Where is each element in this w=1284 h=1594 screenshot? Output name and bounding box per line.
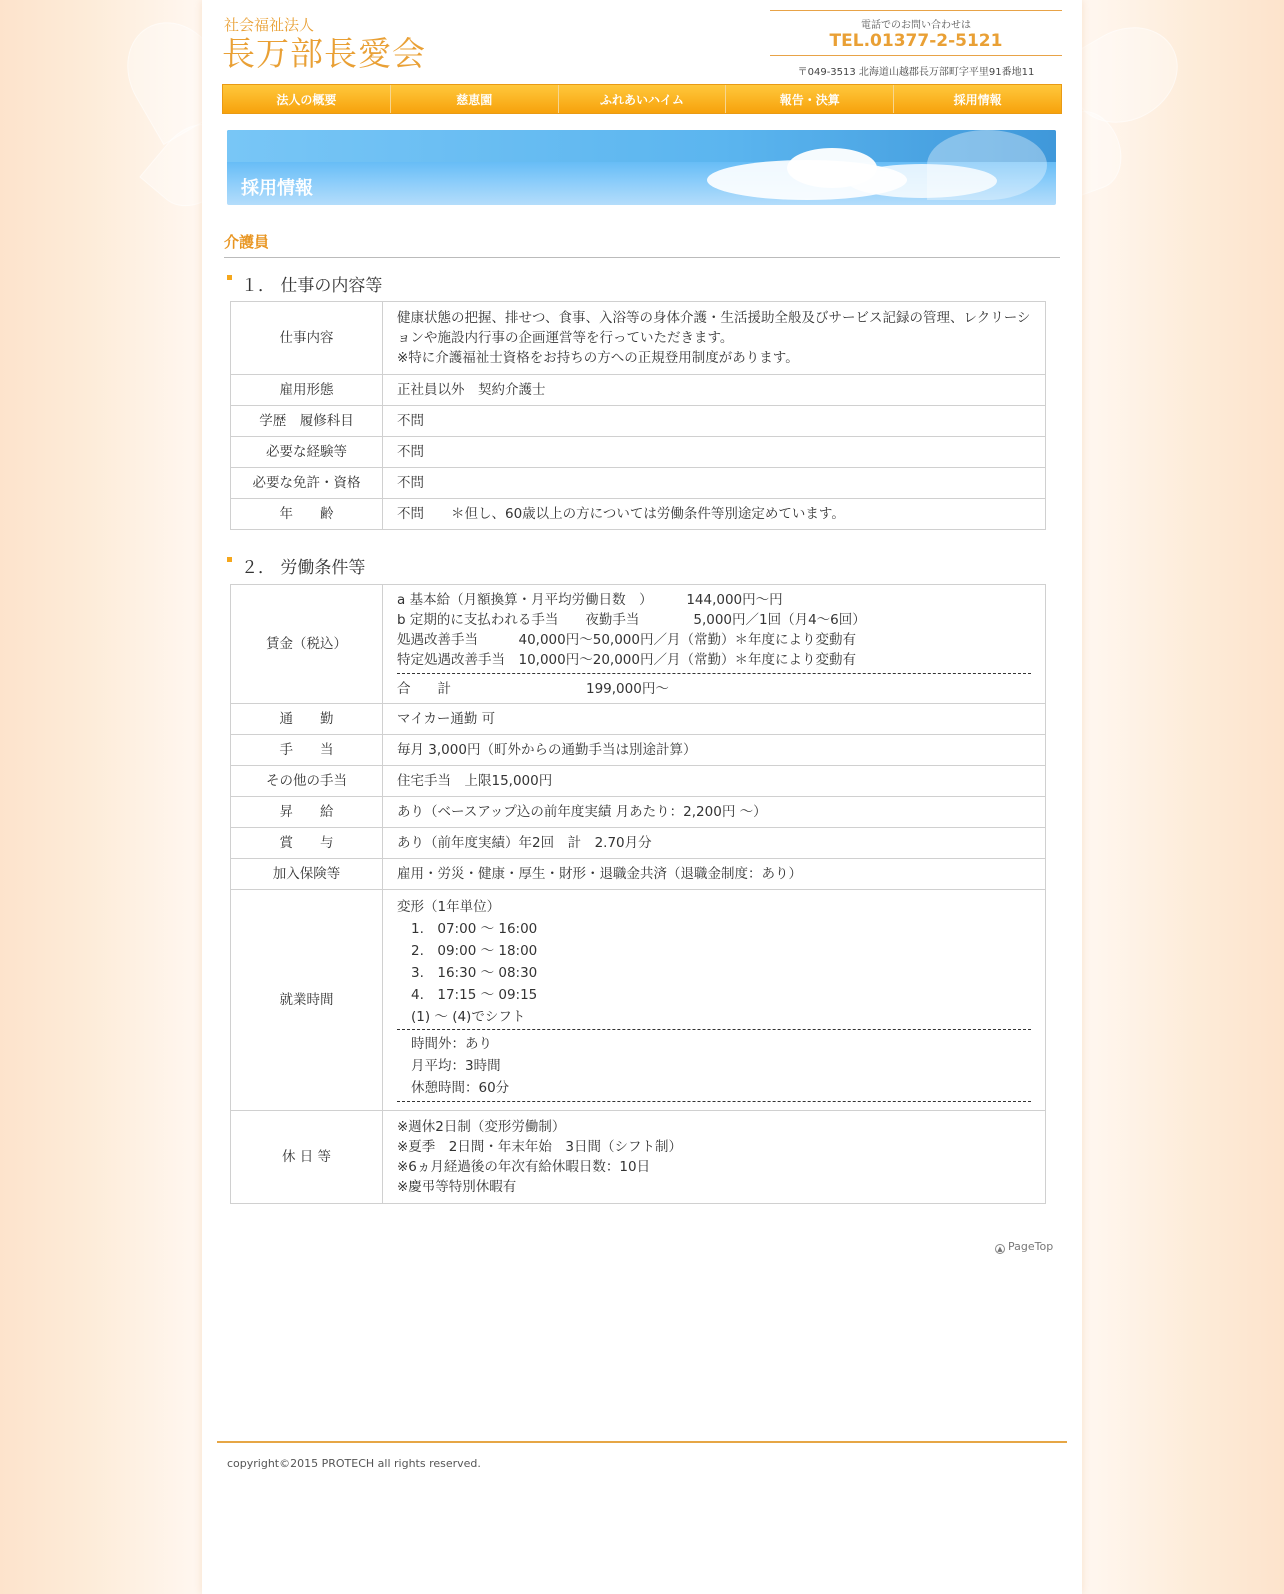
footer-divider [217,1441,1067,1443]
row-value [383,1111,1046,1204]
row-label: 学歴 履修科目 [231,406,383,437]
row-label: 賞 与 [231,828,383,859]
row-label: 必要な免許・資格 [231,468,383,499]
row-value: マイカー通勤 可 [383,704,1046,735]
site-logo[interactable]: 長万部長愛会 [222,34,426,73]
row-label: 通 勤 [231,704,383,735]
banner-flower [927,130,1047,200]
arrow-up-icon: ▲ [995,1244,1005,1254]
nav-item-reports[interactable]: 報告・決算 [726,85,894,113]
shift-line: 3. 16:30 〜 08:30 [411,965,538,981]
wage-line: 処遇改善手当 40,000円〜50,000円／月（常勤）＊年度により変動有 [397,632,856,648]
row-label: 仕事内容 [231,302,383,375]
row-value: あり（ベースアップ込の前年度実績 月あたり：2,200円 〜） [383,797,1046,828]
dashed-divider [397,673,1031,674]
row-label: 昇 給 [231,797,383,828]
hours-type: 変形（1年単位） [397,899,501,915]
job-details-table [230,301,1046,530]
row-label: 休 日 等 [231,1111,383,1204]
row-value: 不問 ＊但し、60歳以上の方については労働条件等別途定めています。 [383,499,1046,530]
nav-item-fureai-heim[interactable]: ふれあいハイム [559,85,727,113]
shift-line: 1. 07:00 〜 16:00 [411,921,538,937]
row-value: 毎月 3,000円（町外からの通勤手当は別途計算） [383,735,1046,766]
row-label: 就業時間 [231,890,383,1111]
row-label: 年 齢 [231,499,383,530]
row-label: 手 当 [231,735,383,766]
nav-item-about[interactable]: 法人の概要 [223,85,391,113]
nav-item-jikeien[interactable]: 慈恵園 [391,85,559,113]
row-value: 住宅手当 上限15,000円 [383,766,1046,797]
contact-box [770,10,1062,76]
org-type: 社会福祉法人 [224,16,315,34]
table-row [231,704,1046,735]
table-row [231,375,1046,406]
row-value: 不問 [383,406,1046,437]
table-row [231,585,1046,704]
row-value-line: ※特に介護福祉士資格をお持ちの方への正規登用制度があります。 [397,350,799,366]
row-value: 雇用・労災・健康・厚生・財形・退職金共済（退職金制度：あり） [383,859,1046,890]
copyright: copyright©2015 PROTECH all rights reserved. [227,1457,481,1470]
row-label: 雇用形態 [231,375,383,406]
shift-line: 4. 17:15 〜 09:15 [411,987,538,1003]
table-row [231,890,1046,1111]
address: 〒049-3513 北海道山越郡長万部町字平里91番地11 [797,67,1035,78]
row-value: 不問 [383,468,1046,499]
holiday-line: ※6ヵ月経過後の年次有給休暇日数：10日 [397,1159,651,1175]
row-value: あり（前年度実績）年2回 計 2.70月分 [383,828,1046,859]
divider [770,55,1062,56]
table-row [231,406,1046,437]
divider [224,257,1060,258]
wage-line: b 定期的に支払われる手当 夜勤手当 5,000円／1回（月4〜6回） [397,612,866,628]
holiday-line: ※週休2日制（変形労働制） [397,1119,566,1135]
holiday-line: ※夏季 2日間・年末年始 3日間（シフト制） [397,1139,682,1155]
row-value [383,302,1046,375]
page-banner [227,130,1056,205]
subsection-heading-text: １． 仕事の内容等 [241,276,383,296]
hours-extra-line: 休憩時間：60分 [411,1080,510,1096]
contact-label: 電話でのお問い合わせは [861,20,971,31]
row-label: 賃金（税込） [231,585,383,704]
wage-line: a 基本給（月額換算・月平均労働日数 ） 144,000円〜円 [397,592,783,608]
page-top-label: PageTop [1008,1240,1054,1253]
hours-extra [397,1033,1031,1102]
phone-number[interactable]: TEL.01377-2-5121 [829,31,1003,51]
row-value: 不問 [383,437,1046,468]
table-row [231,766,1046,797]
shift-line: 2. 09:00 〜 18:00 [411,943,538,959]
subsection-heading [227,271,382,296]
table-row [231,828,1046,859]
row-value: 正社員以外 契約介護士 [383,375,1046,406]
table-row [231,1111,1046,1204]
table-row [231,437,1046,468]
divider [770,10,1062,11]
page-top-link[interactable] [995,1240,1053,1254]
wage-line: 特定処遇改善手当 10,000円〜20,000円／月（常勤）＊年度により変動有 [397,652,856,668]
bullet-marker [227,275,232,280]
main-nav [222,84,1062,114]
holiday-line: ※慶弔等特別休暇有 [397,1179,517,1195]
wage-total: 合 計 199,000円〜 [397,681,669,697]
row-label: 加入保険等 [231,859,383,890]
bullet-marker [227,557,232,562]
page-container [202,0,1082,1594]
subsection-heading [227,553,365,578]
nav-item-recruit[interactable]: 採用情報 [953,92,1002,107]
table-row [231,302,1046,375]
row-label: 必要な経験等 [231,437,383,468]
row-label: その他の手当 [231,766,383,797]
row-value [383,890,1046,1111]
table-row [231,499,1046,530]
table-row [231,859,1046,890]
dashed-divider [397,1029,1031,1030]
page-title: 採用情報 [241,178,313,199]
row-value [383,585,1046,704]
hours-extra-line: 月平均：3時間 [411,1058,501,1074]
hours-extra-line: 時間外：あり [411,1036,492,1052]
shift-note: (1) 〜 (4)でシフト [411,1009,526,1025]
table-row [231,468,1046,499]
subsection-heading-text: ２． 労働条件等 [241,558,366,578]
section-title: 介護員 [224,233,270,251]
row-value-line: 健康状態の把握、排せつ、食事、入浴等の身体介護・生活援助全般及びサービス記録の管理、レクリーションや施設内行事の企画運営等を行っていただきます。 [397,310,1031,346]
table-row [231,735,1046,766]
table-row [231,797,1046,828]
work-conditions-table [230,584,1046,1204]
